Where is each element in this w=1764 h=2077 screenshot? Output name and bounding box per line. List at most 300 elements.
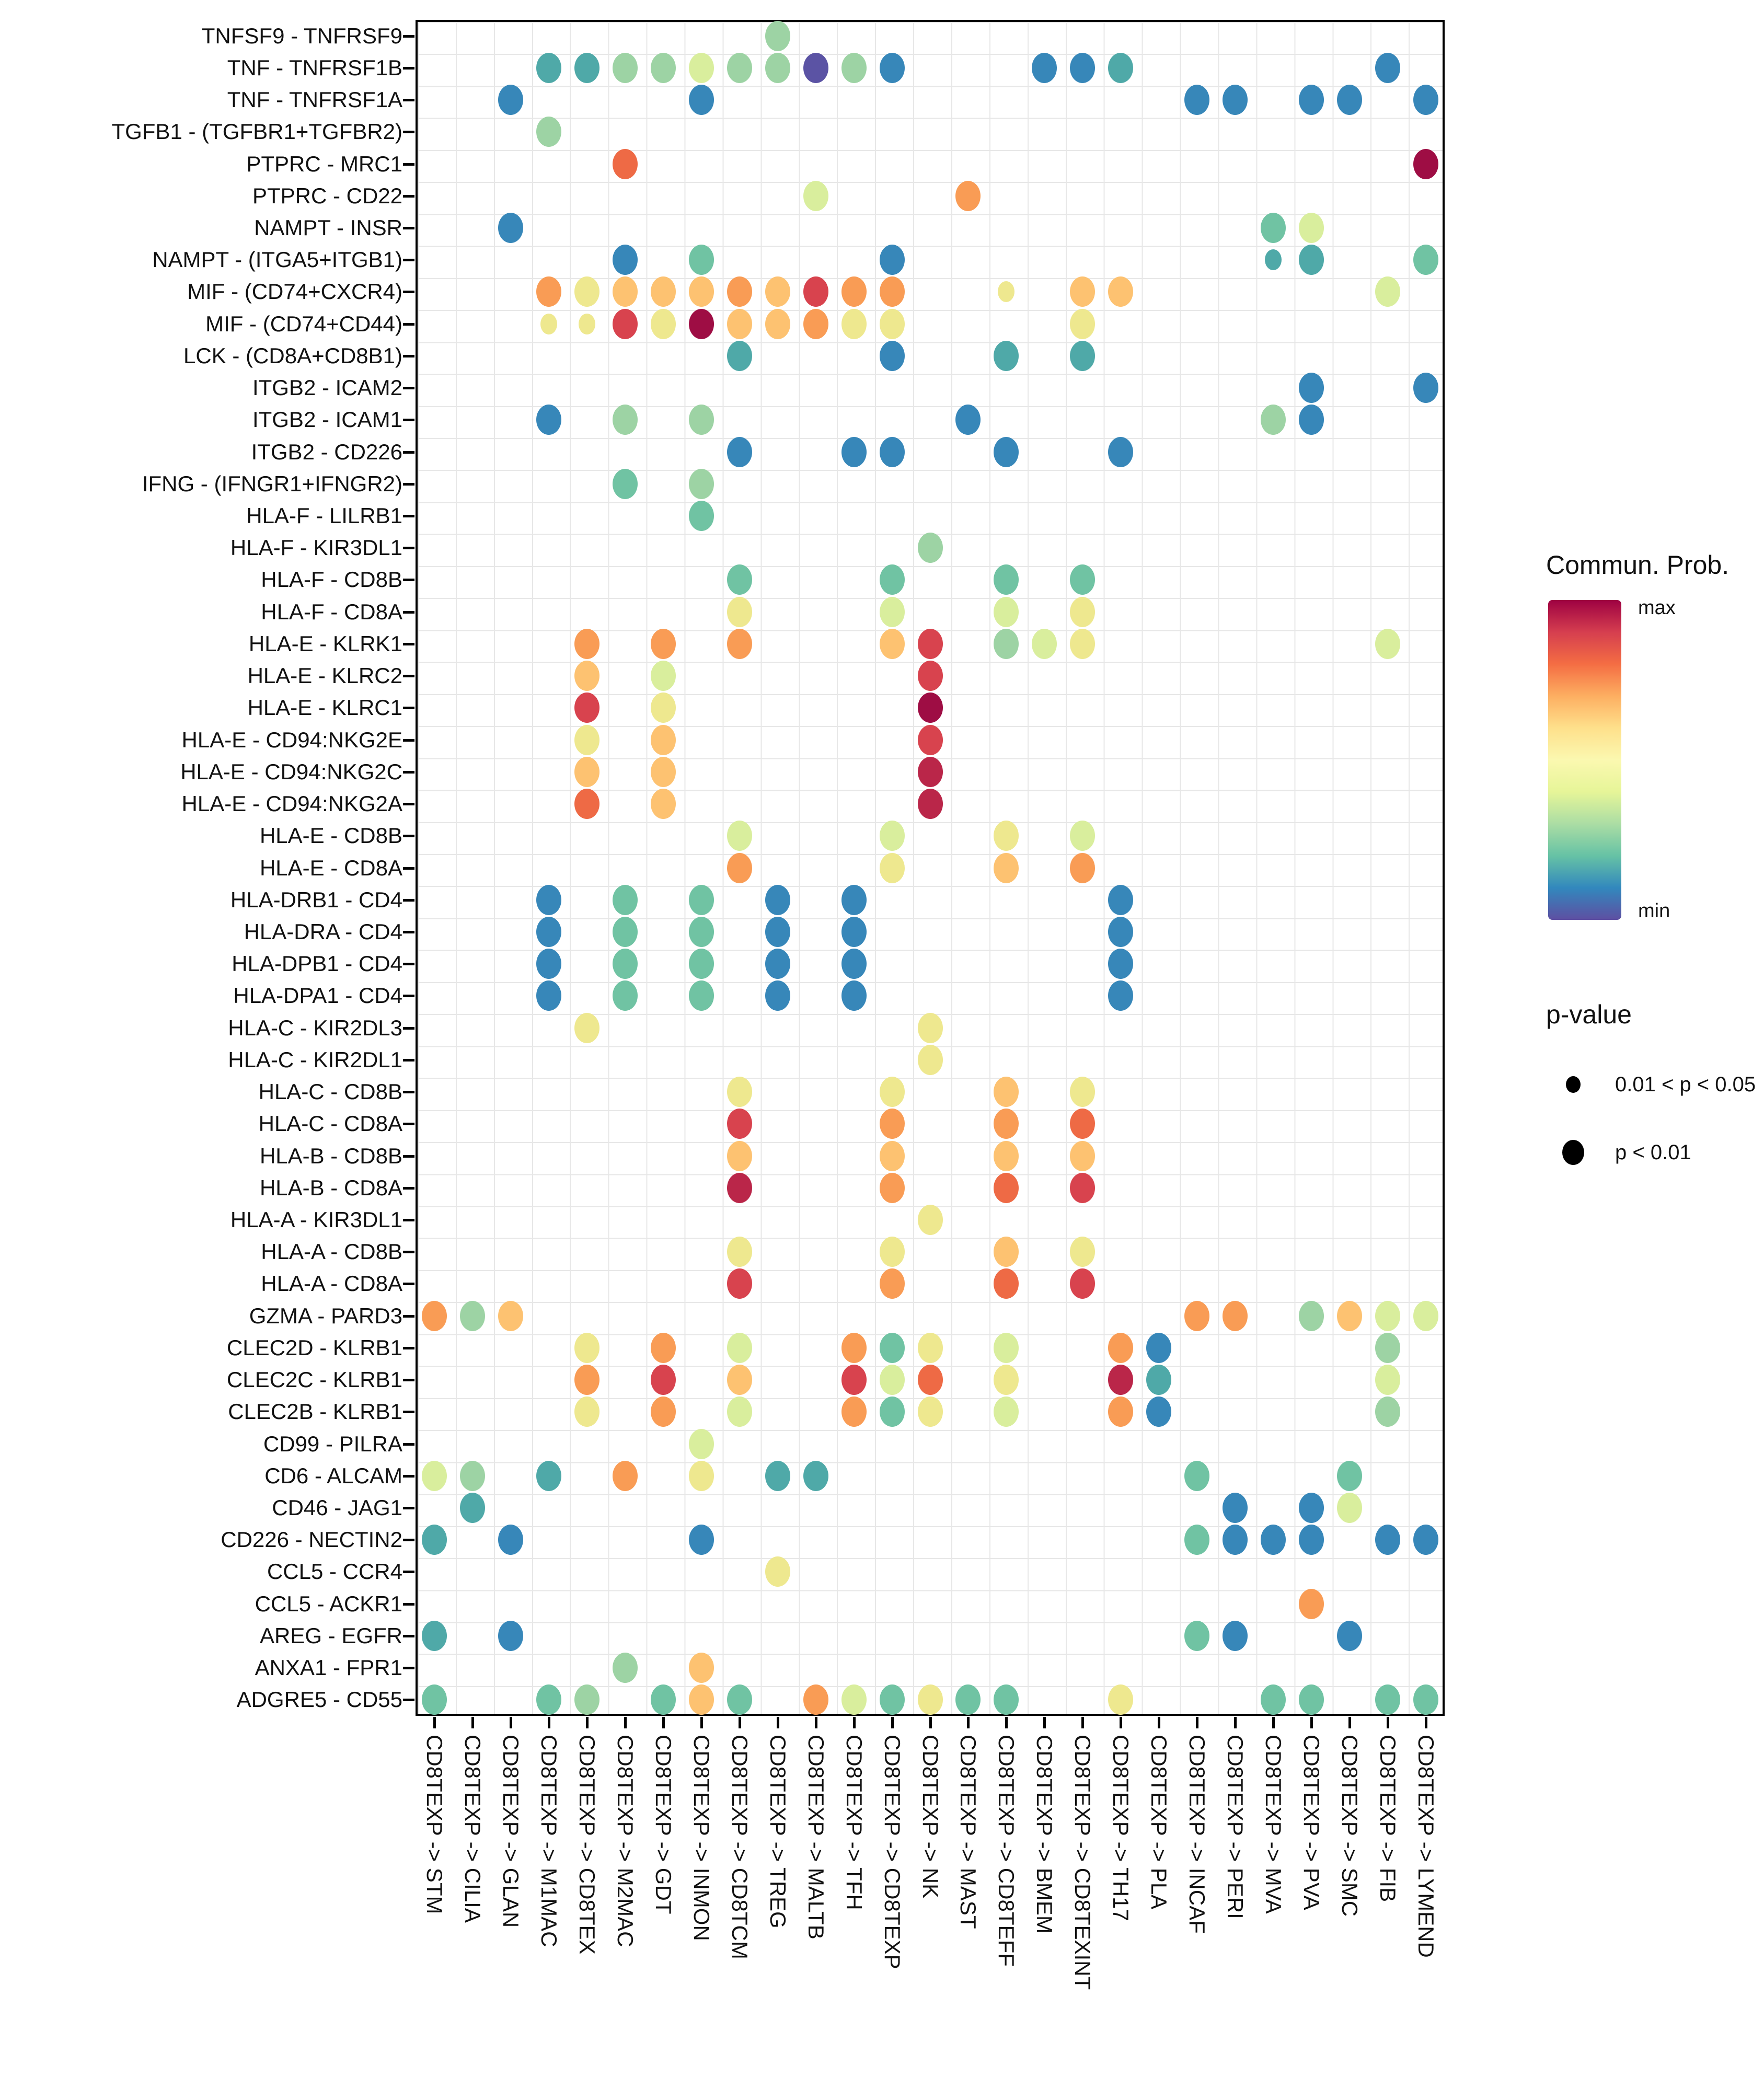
- y-axis-label: CLEC2B - KLRB1: [228, 1399, 402, 1424]
- data-dot: [880, 309, 905, 339]
- data-dot: [994, 821, 1019, 851]
- data-dot: [1375, 1525, 1400, 1555]
- data-dot: [841, 1365, 867, 1395]
- y-axis-tick: [403, 643, 414, 645]
- data-dot: [1375, 1301, 1400, 1331]
- y-axis-label: HLA-F - CD8A: [261, 599, 402, 624]
- y-axis-tick: [403, 291, 414, 293]
- data-dot: [727, 1268, 752, 1299]
- y-axis-tick: [403, 1411, 414, 1413]
- data-dot: [727, 341, 752, 371]
- data-dot: [727, 629, 752, 659]
- y-axis-label: CLEC2C - KLRB1: [226, 1367, 402, 1392]
- data-dot: [1108, 949, 1133, 979]
- y-axis-label: HLA-DPA1 - CD4: [233, 983, 402, 1008]
- data-dot: [1070, 564, 1095, 595]
- y-axis-label: CD6 - ALCAM: [264, 1463, 402, 1488]
- x-axis-label: CD8TEXP -> BMEM: [1032, 1735, 1057, 1934]
- data-dot: [765, 21, 790, 51]
- data-dot: [536, 885, 561, 915]
- data-dot: [574, 725, 599, 755]
- data-dot: [651, 757, 676, 787]
- y-axis-tick: [403, 163, 414, 166]
- data-dot: [1413, 85, 1438, 115]
- data-dot: [880, 53, 905, 83]
- data-dot: [1070, 853, 1095, 883]
- data-dot: [1070, 1141, 1095, 1171]
- data-dot: [994, 1141, 1019, 1171]
- data-dot: [540, 314, 557, 334]
- data-dot: [536, 117, 561, 147]
- data-dot: [422, 1461, 447, 1491]
- data-dot: [727, 1141, 752, 1171]
- data-dot: [1108, 276, 1133, 307]
- y-axis-tick: [403, 355, 414, 357]
- data-dot: [1337, 1493, 1362, 1523]
- pvalue-large-label: p < 0.01: [1615, 1141, 1691, 1164]
- y-axis-label: GZMA - PARD3: [249, 1303, 402, 1328]
- data-dot: [1184, 1621, 1209, 1651]
- x-axis-label: CD8TEXP -> SMC: [1337, 1735, 1362, 1917]
- data-dot: [880, 1268, 905, 1299]
- y-axis-label: HLA-F - KIR3DL1: [230, 535, 402, 560]
- x-axis-tick: [510, 1717, 512, 1728]
- data-dot: [803, 1461, 828, 1491]
- data-dot: [765, 885, 790, 915]
- y-axis-tick: [403, 675, 414, 677]
- data-dot: [994, 853, 1019, 883]
- x-axis-label: CD8TEXP -> LYMEND: [1413, 1735, 1438, 1958]
- data-dot: [1299, 213, 1324, 243]
- data-dot: [1108, 53, 1133, 83]
- data-dot: [1261, 213, 1286, 243]
- data-dot: [613, 149, 638, 179]
- data-dot: [651, 1397, 676, 1427]
- data-dot: [689, 309, 714, 339]
- data-dot: [727, 1365, 752, 1395]
- y-axis-tick: [403, 323, 414, 326]
- y-axis-tick: [403, 67, 414, 70]
- data-dot: [803, 309, 828, 339]
- data-dot: [1337, 1301, 1362, 1331]
- data-dot: [651, 629, 676, 659]
- data-dot: [1375, 1397, 1400, 1427]
- data-dot: [1375, 276, 1400, 307]
- data-dot: [841, 276, 867, 307]
- y-axis-label: HLA-E - CD94:NKG2E: [181, 727, 402, 752]
- y-axis-tick: [403, 1219, 414, 1221]
- y-axis-tick: [403, 1475, 414, 1478]
- y-axis-label: HLA-A - KIR3DL1: [230, 1207, 402, 1232]
- data-dot: [460, 1493, 485, 1523]
- y-axis-tick: [403, 739, 414, 742]
- data-dot: [1375, 1684, 1400, 1715]
- data-dot: [1261, 1684, 1286, 1715]
- x-axis-tick: [929, 1717, 932, 1728]
- y-axis-label: ITGB2 - CD226: [251, 439, 402, 464]
- y-axis-label: ITGB2 - ICAM1: [252, 407, 402, 432]
- x-axis-tick: [700, 1717, 703, 1728]
- colorbar-gradient: [1548, 600, 1621, 920]
- data-dot: [955, 1684, 981, 1715]
- y-axis-label: ANXA1 - FPR1: [255, 1655, 402, 1680]
- data-dot: [918, 1684, 943, 1715]
- data-dot: [841, 1684, 867, 1715]
- x-axis-label: CD8TEXP -> TREG: [765, 1735, 790, 1929]
- data-dot: [765, 917, 790, 947]
- y-axis-label: PTPRC - MRC1: [246, 151, 402, 176]
- y-axis-tick: [403, 835, 414, 837]
- data-dot: [422, 1621, 447, 1651]
- data-dot: [994, 341, 1019, 371]
- x-axis-label: CD8TEXP -> MVA: [1261, 1735, 1286, 1914]
- data-dot: [841, 53, 867, 83]
- y-axis-label: NAMPT - INSR: [254, 215, 402, 240]
- data-dot: [1413, 245, 1438, 275]
- data-dot: [880, 597, 905, 627]
- data-dot: [1070, 1173, 1095, 1203]
- y-axis-tick: [403, 611, 414, 614]
- x-axis-label: CD8TEXP -> GLAN: [499, 1735, 524, 1928]
- data-dot: [1146, 1333, 1171, 1363]
- data-dot: [536, 949, 561, 979]
- x-axis-label: CD8TEXP -> CD8TEX: [575, 1735, 600, 1955]
- x-axis-tick: [1158, 1717, 1160, 1728]
- data-dot: [689, 1684, 714, 1715]
- data-dot: [880, 1109, 905, 1139]
- data-dot: [994, 1109, 1019, 1139]
- data-dot: [1070, 309, 1095, 339]
- y-axis-tick: [403, 1123, 414, 1125]
- data-dot: [1299, 1301, 1324, 1331]
- x-axis-label: CD8TEXP -> STM: [422, 1735, 447, 1914]
- y-axis-tick: [403, 1315, 414, 1318]
- data-dot: [1375, 1333, 1400, 1363]
- y-axis-tick: [403, 931, 414, 933]
- data-dot: [1070, 629, 1095, 659]
- data-dot: [727, 309, 752, 339]
- y-axis-label: HLA-A - CD8B: [261, 1239, 402, 1264]
- data-dot: [727, 437, 752, 467]
- data-dot: [1070, 1077, 1095, 1107]
- data-dot: [1184, 85, 1209, 115]
- x-axis-label: CD8TEXP -> INCAF: [1184, 1735, 1209, 1934]
- data-dot: [574, 629, 599, 659]
- x-axis-tick: [1387, 1717, 1389, 1728]
- data-dot: [1413, 373, 1438, 403]
- y-axis-tick: [403, 195, 414, 198]
- x-axis-label: CD8TEXP -> PERI: [1223, 1735, 1248, 1919]
- data-dot: [613, 276, 638, 307]
- data-dot: [918, 757, 943, 787]
- data-dot: [727, 564, 752, 595]
- y-axis-label: MIF - (CD74+CD44): [205, 311, 402, 336]
- y-axis-tick: [403, 1091, 414, 1093]
- data-dot: [1070, 1268, 1095, 1299]
- data-dot: [651, 789, 676, 819]
- data-dot: [498, 1301, 523, 1331]
- data-dot: [613, 885, 638, 915]
- data-dot: [1184, 1525, 1209, 1555]
- data-dot: [765, 276, 790, 307]
- data-dot: [880, 1141, 905, 1171]
- data-dot: [579, 314, 595, 334]
- data-dot: [1108, 1397, 1133, 1427]
- data-dot: [994, 597, 1019, 627]
- y-axis-tick: [403, 1635, 414, 1637]
- y-axis-tick: [403, 1283, 414, 1285]
- y-axis-label: TGFB1 - (TGFBR1+TGFBR2): [111, 119, 402, 144]
- data-dot: [727, 1397, 752, 1427]
- y-axis-tick: [403, 483, 414, 486]
- data-dot: [422, 1684, 447, 1715]
- data-dot: [613, 245, 638, 275]
- x-axis-label: CD8TEXP -> MAST: [956, 1735, 981, 1929]
- data-dot: [727, 597, 752, 627]
- y-axis-label: HLA-E - CD94:NKG2C: [180, 759, 402, 784]
- x-axis-label: CD8TEXP -> CD8TEFF: [994, 1735, 1019, 1967]
- y-axis-tick: [403, 579, 414, 581]
- data-dot: [994, 437, 1019, 467]
- pvalue-small-dot-icon: [1566, 1076, 1581, 1093]
- data-dot: [651, 309, 676, 339]
- data-dot: [574, 1333, 599, 1363]
- data-dot: [841, 980, 867, 1011]
- data-dot: [994, 564, 1019, 595]
- data-dot: [651, 1684, 676, 1715]
- data-dot: [994, 1077, 1019, 1107]
- y-axis-tick: [403, 387, 414, 389]
- data-dot: [689, 405, 714, 435]
- data-dot: [613, 405, 638, 435]
- data-dot: [1299, 1684, 1324, 1715]
- data-dot: [1337, 1621, 1362, 1651]
- y-axis-tick: [403, 803, 414, 805]
- data-dot: [1299, 405, 1324, 435]
- data-dot: [651, 661, 676, 691]
- y-axis-tick: [403, 35, 414, 38]
- data-dot: [574, 789, 599, 819]
- x-axis-tick: [891, 1717, 894, 1728]
- data-dot: [536, 980, 561, 1011]
- y-axis-label: HLA-F - CD8B: [261, 567, 402, 592]
- data-dot: [1070, 276, 1095, 307]
- data-dot: [880, 1173, 905, 1203]
- data-dot: [1299, 1525, 1324, 1555]
- data-dot: [651, 1365, 676, 1395]
- data-dot: [1223, 85, 1248, 115]
- y-axis-label: HLA-C - CD8B: [258, 1079, 402, 1104]
- x-axis-tick: [662, 1717, 665, 1728]
- x-axis-tick: [1081, 1717, 1084, 1728]
- data-dot: [880, 1077, 905, 1107]
- y-axis-label: HLA-B - CD8B: [259, 1143, 402, 1168]
- data-dot: [1070, 1237, 1095, 1267]
- data-dot: [574, 276, 599, 307]
- data-dot: [727, 853, 752, 883]
- data-dot: [955, 181, 981, 211]
- y-axis-tick: [403, 547, 414, 549]
- y-axis-tick: [403, 1059, 414, 1061]
- data-dot: [765, 309, 790, 339]
- data-dot: [765, 1461, 790, 1491]
- data-dot: [918, 1205, 943, 1235]
- data-dot: [765, 949, 790, 979]
- y-axis-label: CD99 - PILRA: [263, 1431, 402, 1456]
- data-dot: [422, 1525, 447, 1555]
- data-dot: [841, 437, 867, 467]
- x-axis-tick: [1120, 1717, 1122, 1728]
- data-dot: [1413, 1301, 1438, 1331]
- data-dot: [498, 85, 523, 115]
- data-dot: [1223, 1525, 1248, 1555]
- data-dot: [613, 309, 638, 339]
- data-dot: [689, 501, 714, 531]
- data-dot: [998, 281, 1014, 302]
- y-axis-label: HLA-B - CD8A: [259, 1175, 402, 1200]
- data-dot: [613, 949, 638, 979]
- y-axis-tick: [403, 899, 414, 902]
- data-dot: [1299, 85, 1324, 115]
- y-axis-tick: [403, 1699, 414, 1701]
- y-axis-label: HLA-F - LILRB1: [246, 503, 402, 528]
- data-dot: [1032, 53, 1057, 83]
- data-dot: [1375, 53, 1400, 83]
- data-dot: [803, 276, 828, 307]
- data-dot: [1032, 629, 1057, 659]
- data-dot: [727, 1173, 752, 1203]
- data-dot: [460, 1461, 485, 1491]
- data-dot: [880, 1684, 905, 1715]
- colorbar-title: Commun. Prob.: [1546, 550, 1730, 580]
- y-axis-tick: [403, 259, 414, 261]
- data-dot: [1299, 245, 1324, 275]
- x-axis-label: CD8TEXP -> NK: [918, 1735, 943, 1899]
- data-dot: [918, 789, 943, 819]
- data-dot: [1223, 1301, 1248, 1331]
- data-dot: [689, 1429, 714, 1459]
- pvalue-small-label: 0.01 < p < 0.05: [1615, 1073, 1756, 1096]
- y-axis-tick: [403, 1155, 414, 1158]
- x-axis-tick: [1043, 1717, 1046, 1728]
- data-dot: [918, 661, 943, 691]
- data-dot: [803, 181, 828, 211]
- y-axis-label: HLA-C - KIR2DL3: [228, 1015, 402, 1040]
- data-dot: [536, 1684, 561, 1715]
- data-dot: [1337, 1461, 1362, 1491]
- data-dot: [841, 1397, 867, 1427]
- y-axis-tick: [403, 707, 414, 709]
- y-axis-tick: [403, 451, 414, 454]
- y-axis-label: HLA-C - CD8A: [258, 1111, 402, 1136]
- x-axis-label: CD8TEXP -> CD8TEXINT: [1070, 1735, 1096, 1990]
- data-dot: [1108, 1684, 1133, 1715]
- x-axis-label: CD8TEXP -> MALTB: [803, 1735, 828, 1940]
- data-dot: [1070, 597, 1095, 627]
- data-dot: [1375, 629, 1400, 659]
- y-axis-label: HLA-E - CD8B: [259, 823, 402, 848]
- y-axis-label: MIF - (CD74+CXCR4): [187, 279, 402, 304]
- x-axis-label: CD8TEXP -> FIB: [1375, 1735, 1400, 1902]
- y-axis-label: CCL5 - CCR4: [267, 1559, 402, 1584]
- data-dot: [1375, 1365, 1400, 1395]
- data-dot: [689, 980, 714, 1011]
- data-dot: [689, 53, 714, 83]
- pvalue-legend-title: p-value: [1546, 1000, 1632, 1029]
- data-dot: [1070, 341, 1095, 371]
- x-axis-tick: [777, 1717, 779, 1728]
- y-axis-tick: [403, 1443, 414, 1446]
- data-dot: [994, 1268, 1019, 1299]
- data-dot: [1108, 917, 1133, 947]
- data-dot: [574, 1013, 599, 1043]
- data-dot: [1223, 1621, 1248, 1651]
- data-dot: [498, 1621, 523, 1651]
- data-dot: [689, 1525, 714, 1555]
- y-axis-label: ADGRE5 - CD55: [236, 1687, 402, 1712]
- y-axis-label: CD226 - NECTIN2: [221, 1527, 402, 1552]
- data-dot: [574, 53, 599, 83]
- data-dot: [841, 949, 867, 979]
- data-dot: [574, 1684, 599, 1715]
- data-dot: [1146, 1365, 1171, 1395]
- data-dot: [918, 1397, 943, 1427]
- y-axis-label: PTPRC - CD22: [252, 183, 402, 208]
- data-dot: [1337, 85, 1362, 115]
- data-dot: [841, 885, 867, 915]
- y-axis-label: HLA-DPB1 - CD4: [232, 951, 402, 976]
- colorbar-max-label: max: [1638, 597, 1676, 619]
- data-dot: [841, 917, 867, 947]
- y-axis-label: HLA-DRB1 - CD4: [230, 887, 402, 912]
- x-axis-tick: [1196, 1717, 1198, 1728]
- data-dot: [727, 821, 752, 851]
- data-dot: [765, 53, 790, 83]
- x-axis-tick: [1348, 1717, 1351, 1728]
- data-dot: [689, 85, 714, 115]
- data-dot: [574, 693, 599, 723]
- data-dot: [1261, 405, 1286, 435]
- y-axis-label: HLA-C - KIR2DL1: [228, 1047, 402, 1072]
- y-axis-label: HLA-E - CD8A: [259, 855, 402, 880]
- x-axis-tick: [1005, 1717, 1008, 1728]
- data-dot: [880, 629, 905, 659]
- data-dot: [918, 1045, 943, 1075]
- x-axis-tick: [853, 1717, 856, 1728]
- y-axis-label: HLA-DRA - CD4: [244, 919, 402, 944]
- data-dot: [1299, 1589, 1324, 1619]
- data-dot: [689, 1653, 714, 1683]
- data-dot: [880, 341, 905, 371]
- data-dot: [841, 1333, 867, 1363]
- data-dot: [765, 1556, 790, 1587]
- data-dot: [994, 1397, 1019, 1427]
- data-dot: [613, 980, 638, 1011]
- y-axis-tick: [403, 515, 414, 517]
- y-axis-tick: [403, 867, 414, 870]
- data-dot: [1261, 1525, 1286, 1555]
- y-axis-label: HLA-E - KLRC2: [247, 663, 402, 688]
- data-dot: [613, 53, 638, 83]
- y-axis-tick: [403, 1347, 414, 1349]
- y-axis-label: TNF - TNFRSF1B: [227, 55, 402, 80]
- y-axis-tick: [403, 1539, 414, 1541]
- data-dot: [1070, 821, 1095, 851]
- y-axis-label: CLEC2D - KLRB1: [226, 1335, 402, 1360]
- data-dot: [880, 1397, 905, 1427]
- data-dot: [880, 1333, 905, 1363]
- x-axis-tick: [1425, 1717, 1427, 1728]
